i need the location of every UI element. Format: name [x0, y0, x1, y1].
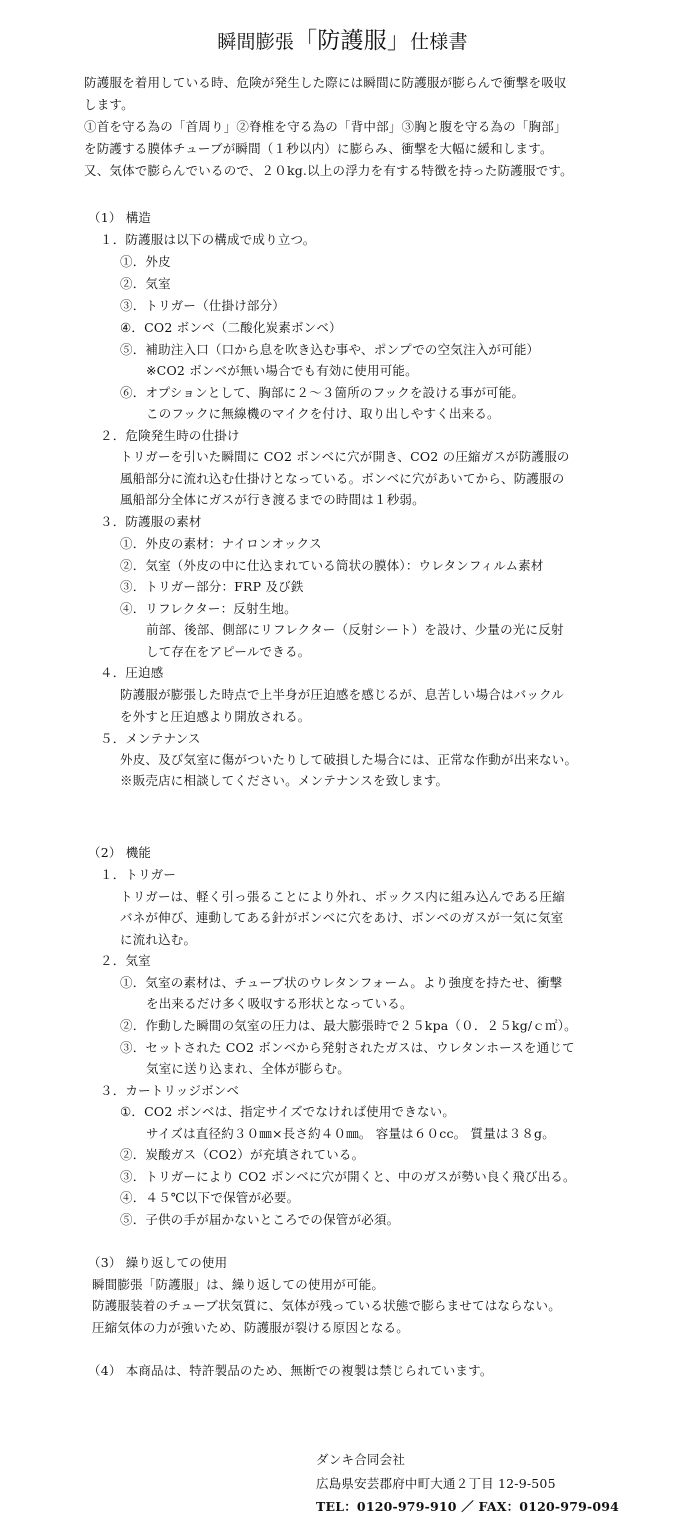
item-heading: ２．気室 — [100, 953, 151, 968]
list-item: ①．気室の素材は、チューブ状のウレタンフォーム。より強度を持たせ、衝撃 — [120, 975, 563, 990]
list-item: ③．トリガー（仕掛け部分） — [120, 298, 285, 313]
section-title: （2） 機能 — [88, 845, 152, 860]
list-item: ①．外皮の素材：ナイロンオックス — [120, 536, 322, 551]
item-heading: ３．カートリッジボンベ — [100, 1083, 240, 1098]
body-text: 防護服が膨張した時点で上半身が圧迫感を感じるが、息苦しい場合はバックル — [120, 687, 565, 702]
list-item: ②．気室 — [120, 276, 171, 291]
body-text: 瞬間膨張「防護服」は、繰り返しての使用が可能。 — [92, 1277, 385, 1292]
list-item: ①．外皮 — [120, 254, 171, 269]
list-item: ⑥．オプションとして、胸部に２～３箇所のフックを設ける事が可能。 — [120, 385, 525, 400]
item-heading: ２．危険発生時の仕掛け — [100, 428, 240, 443]
body-text: バネが伸び、連動してある針がボンベに穴をあけ、ボンベのガスが一気に気室 — [120, 910, 564, 925]
list-item-note: 前部、後部、側部にリフレクター（反射シート）を設け、少量の光に反射 — [146, 622, 564, 637]
body-text: 圧縮気体の力が強いため、防護服が裂ける原因となる。 — [92, 1320, 410, 1335]
list-item: ③．トリガーにより CO2 ボンベに穴が開くと、中のガスが勢い良く飛び出る。 — [120, 1169, 576, 1184]
section-title: （1） 構造 — [88, 210, 152, 225]
intro-line: を防護する膜体チューブが瞬間（１秒以内）に膨らみ、衝撃を大幅に緩和します。 — [84, 141, 553, 156]
company-contact: TEL：0120-979-910 ／ FAX：0120-979-094 — [316, 1499, 620, 1514]
company-name: ダンキ合同会社 — [316, 1452, 406, 1467]
title-product-name: 「防護服」 — [294, 28, 411, 54]
list-item-note: サイズは直径約３０㎜×長さ約４０㎜。 容量は６０cc。 質量は３８g。 — [146, 1126, 555, 1141]
body-text: 風船部分全体にガスが行き渡るまでの時間は１秒弱。 — [120, 492, 425, 507]
body-text: 防護服装着のチューブ状気質に、気体が残っている状態で膨らませてはならない。 — [92, 1298, 561, 1313]
body-text: に流れ込む。 — [120, 932, 197, 947]
intro-line: ①首を守る為の「首周り」②脊椎を守る為の「背中部」③胸と腹を守る為の「胸部」 — [84, 119, 567, 134]
body-text: トリガーは、軽く引っ張ることにより外れ、ボックス内に組み込んである圧縮 — [120, 889, 566, 904]
list-item: ④．リフレクター：反射生地。 — [120, 601, 297, 616]
item-heading: １．トリガー — [100, 867, 177, 882]
item-heading: ３．防護服の素材 — [100, 514, 202, 529]
body-text: ※販売店に相談してください。メンテナンスを致します。 — [120, 773, 449, 788]
list-item: ①．CO2 ボンベは、指定サイズでなければ使用できない。 — [120, 1104, 456, 1119]
list-item: ⑤．子供の手が届かないところでの保管が必須。 — [120, 1212, 400, 1227]
list-item-note: ※CO2 ボンベが無い場合でも有効に使用可能。 — [146, 363, 418, 378]
item-heading: １．防護服は以下の構成で成り立つ。 — [100, 232, 316, 247]
list-item-note: このフックに無線機のマイクを付け、取り出しやすく出来る。 — [146, 406, 500, 421]
list-item-note: を出来るだけ多く吸収する形状となっている。 — [146, 996, 413, 1011]
list-item: ②．作動した瞬間の気室の圧力は、最大膨張時で２５kpa（０．２５kg/ｃ㎡）。 — [120, 1018, 577, 1033]
list-item-note: 気室に送り込まれ、全体が膨らむ。 — [146, 1061, 350, 1076]
item-heading: ５．メンテナンス — [100, 731, 201, 746]
list-item: ④．４５℃以下で保管が必要。 — [120, 1190, 300, 1205]
section-title: （3） 繰り返しての使用 — [88, 1255, 228, 1270]
title-prefix: 瞬間膨張 — [217, 31, 295, 53]
intro-line: 防護服を着用している時、危険が発生した際には瞬間に防護服が膨らんで衝撃を吸収 — [84, 75, 567, 90]
document-title — [0, 22, 685, 55]
list-item: ④．CO2 ボンベ（二酸化炭素ボンベ） — [120, 320, 342, 335]
list-item: ③．トリガー部分：FRP 及び鉄 — [120, 579, 304, 594]
list-item: ②．気室（外皮の中に仕込まれている筒状の膜体）：ウレタンフィルム素材 — [120, 558, 544, 573]
section-title: （4） 本商品は、特許製品のため、無断での複製は禁じられています。 — [88, 1363, 493, 1378]
company-address: 広島県安芸郡府中町大通２丁目 12-9-505 — [316, 1475, 556, 1491]
list-item: ③．セットされた CO2 ボンベから発射されたガスは、ウレタンホースを通じて — [120, 1040, 575, 1055]
list-item: ②．炭酸ガス（CO2）が充填されている。 — [120, 1147, 365, 1162]
intro-line: 又、気体で膨らんでいるので、２０kg.以上の浮力を有する特徴を持った防護服です。 — [84, 163, 573, 178]
body-text: を外すと圧迫感より開放される。 — [120, 709, 311, 724]
intro-line: します。 — [84, 97, 134, 112]
body-text: トリガーを引いた瞬間に CO2 ボンベに穴が開き、CO2 の圧縮ガスが防護服の — [120, 449, 570, 464]
list-item: ⑤．補助注入口（口から息を吹き込む事や、ポンプでの空気注入が可能） — [120, 342, 540, 357]
list-item-note: して存在をアピールできる。 — [146, 644, 311, 659]
intro-paragraph — [84, 72, 604, 182]
company-info — [316, 1448, 619, 1519]
body-text: 風船部分に流れ込む仕掛けとなっている。ボンベに穴があいてから、防護服の — [120, 471, 565, 486]
item-heading: ４．圧迫感 — [100, 665, 164, 680]
title-suffix: 仕様書 — [410, 31, 468, 53]
body-text: 外皮、及び気室に傷がついたりして破損した場合には、正常な作動が出来ない。 — [120, 752, 578, 767]
